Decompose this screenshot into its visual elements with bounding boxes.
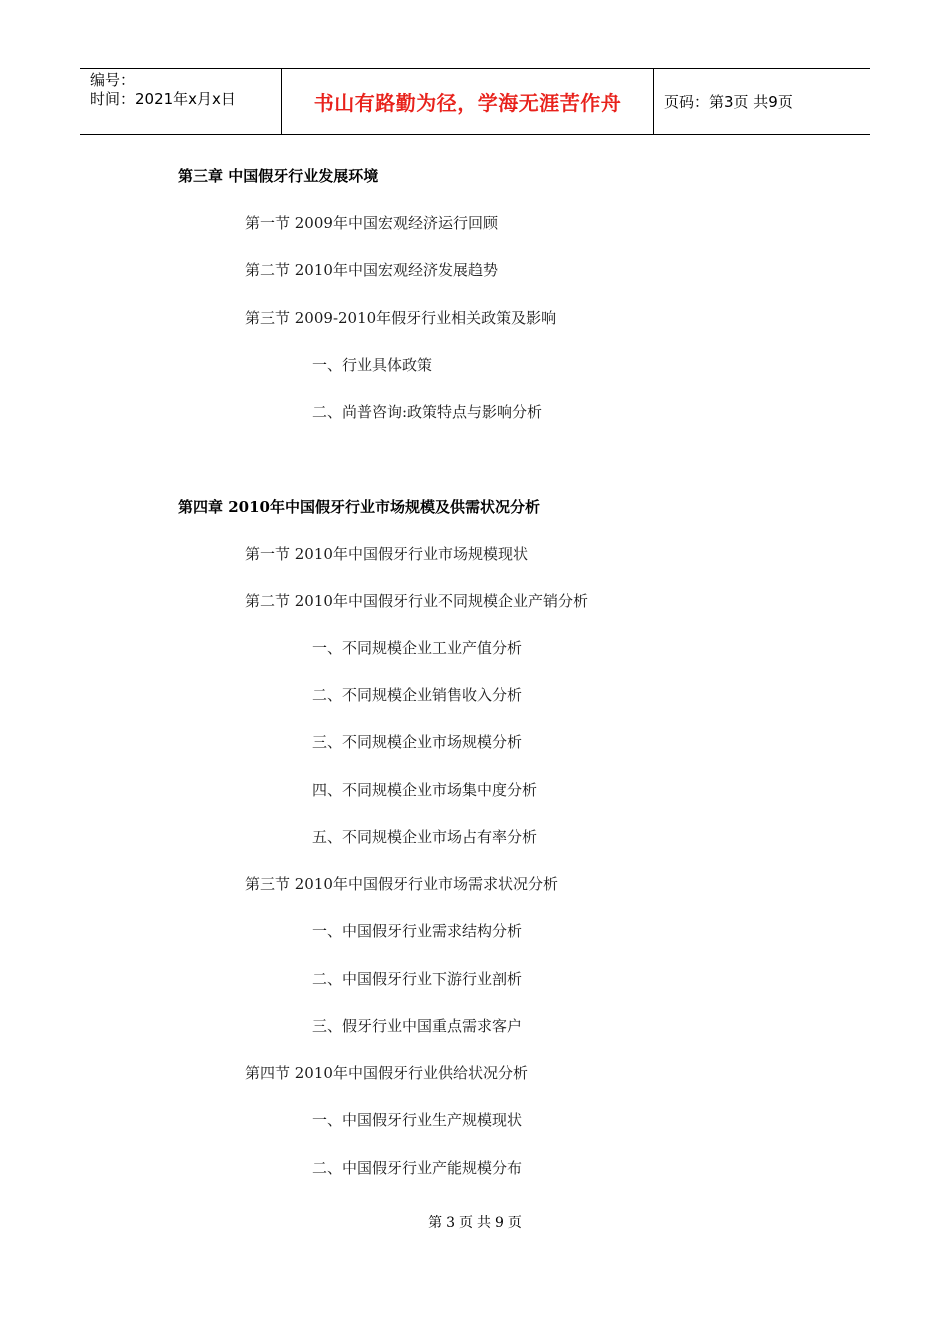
toc-item: 一、中国假牙行业生产规模现状 [312, 1111, 523, 1129]
toc-chapter-3: 第三章 中国假牙行业发展环境 [178, 167, 379, 185]
toc-item: 一、不同规模企业工业产值分析 [312, 639, 523, 657]
toc-item: 五、不同规模企业市场占有率分析 [312, 828, 538, 846]
toc-item: 二、中国假牙行业产能规模分布 [312, 1159, 523, 1177]
toc-section: 第一节 2009年中国宏观经济运行回顾 [245, 214, 498, 232]
toc-item: 三、不同规模企业市场规模分析 [312, 733, 523, 751]
toc-item: 三、假牙行业中国重点需求客户 [312, 1017, 523, 1035]
footer-page-word: 页 [459, 1215, 473, 1231]
header-motto-cell [281, 69, 654, 134]
header-meta-cell [80, 69, 281, 134]
toc-item: 二、不同规模企业销售收入分析 [312, 686, 523, 704]
toc-section: 第三节 2010年中国假牙行业市场需求状况分析 [245, 875, 558, 893]
toc-section: 第一节 2010年中国假牙行业市场规模现状 [245, 545, 528, 563]
footer-page-word: 页 [507, 1215, 522, 1231]
toc-section: 第二节 2010年中国宏观经济发展趋势 [245, 261, 498, 279]
document-number-label: 编号： [90, 71, 136, 89]
toc-item: 二、尚普咨询:政策特点与影响分析 [312, 403, 543, 421]
toc-item: 一、中国假牙行业需求结构分析 [312, 922, 523, 940]
page-footer [0, 1213, 950, 1233]
toc-section: 第四节 2010年中国假牙行业供给状况分析 [245, 1064, 528, 1082]
header-page-info: 页码：第3页 共9页 [664, 93, 793, 111]
document-header [80, 68, 870, 135]
toc-section: 第二节 2010年中国假牙行业不同规模企业产销分析 [245, 592, 588, 610]
header-page-cell [654, 69, 870, 134]
toc-chapter-4: 第四章 2010年中国假牙行业市场规模及供需状况分析 [178, 498, 540, 516]
toc-item: 二、中国假牙行业下游行业剖析 [312, 970, 523, 988]
footer-page-word: 第 [428, 1215, 443, 1231]
toc-section: 第三节 2009-2010年假牙行业相关政策及影响 [245, 309, 557, 327]
footer-total-pages: 9 [495, 1215, 504, 1231]
header-motto: 书山有路勤为径，学海无涯苦作舟 [313, 91, 622, 115]
toc-item: 一、行业具体政策 [312, 356, 433, 374]
footer-total-word: 共 [477, 1215, 491, 1231]
footer-current-page: 3 [446, 1215, 455, 1231]
toc-item: 四、不同规模企业市场集中度分析 [312, 781, 538, 799]
document-time-label: 时间：2021年x月x日 [90, 90, 236, 108]
